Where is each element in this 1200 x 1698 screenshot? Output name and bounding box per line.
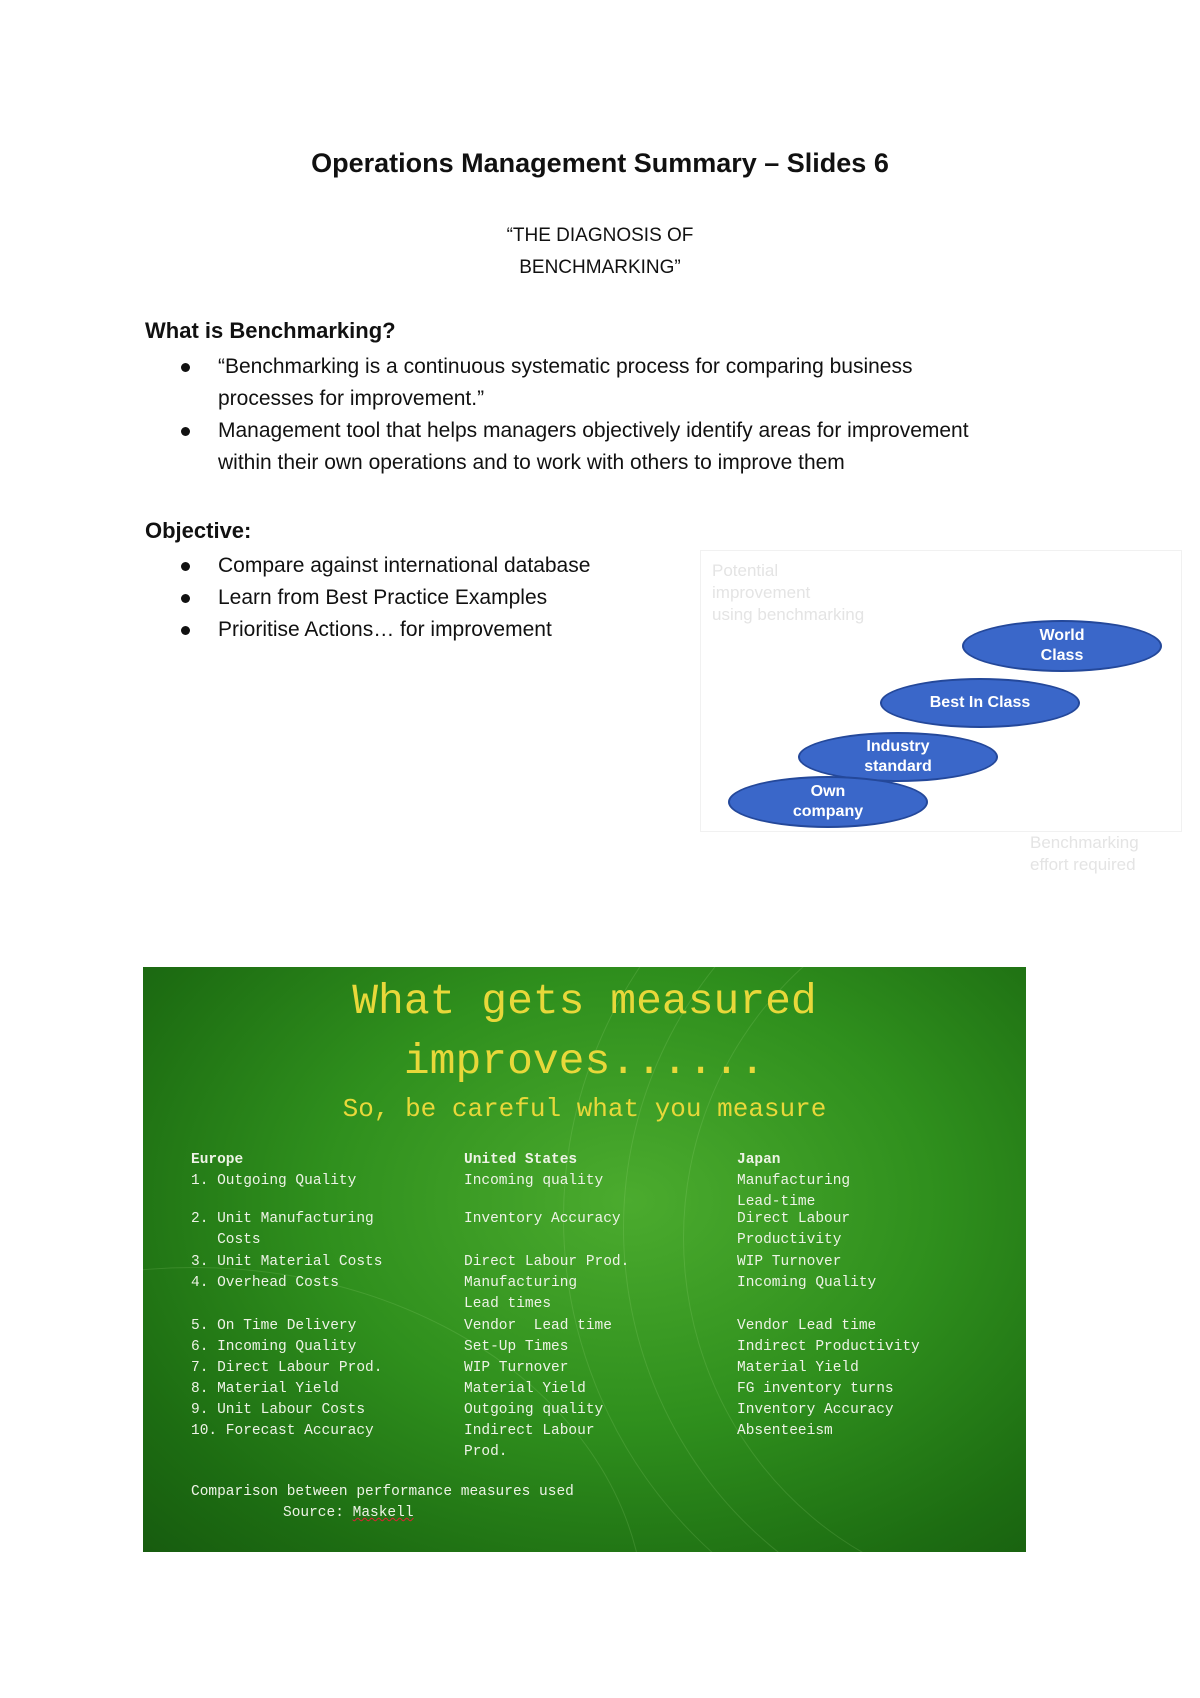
measure-row: Material Yield	[737, 1360, 859, 1376]
diagram-faint-label-bottom	[1030, 832, 1200, 876]
measure-row: Direct Labour Productivity	[737, 1211, 851, 1248]
document-title: Operations Management Summary – Slides 6	[311, 148, 889, 178]
measure-row: Vendor Lead time	[464, 1318, 612, 1334]
measure-row: Manufacturing Lead-time	[737, 1173, 851, 1210]
measure-row: Inventory Accuracy	[464, 1211, 621, 1227]
bullet-icon	[181, 363, 190, 372]
document-subtitle	[0, 220, 1200, 284]
level-label: standard	[864, 758, 932, 775]
bullet-text: Learn from Best Practice Examples	[218, 586, 548, 609]
japan-column	[737, 1150, 1007, 1439]
level-label: Best In Class	[929, 694, 1031, 711]
bullet-item	[145, 415, 1045, 479]
measure-row: 2. Unit Manufacturing Costs	[191, 1211, 374, 1248]
slide-title-line-2: improves......	[403, 1037, 766, 1086]
measure-row: 4. Overhead Costs	[191, 1275, 339, 1291]
column-header: Europe	[191, 1152, 244, 1168]
measure-row: WIP Turnover	[737, 1254, 842, 1270]
bullet-item	[145, 582, 705, 614]
measure-row: Indirect Productivity	[737, 1339, 920, 1355]
bullet-item	[145, 351, 1045, 415]
what-is-bullets	[145, 351, 1045, 479]
level-world-class	[962, 620, 1162, 672]
level-own-company	[728, 776, 928, 828]
measure-row: 3. Unit Material Costs	[191, 1254, 383, 1270]
slide-title-line-1: What gets measured	[352, 977, 817, 1026]
faint-line: improvement	[712, 583, 811, 602]
level-best-in-class	[880, 678, 1080, 728]
measure-row: Material Yield	[464, 1381, 586, 1397]
source-label: Source:	[283, 1505, 353, 1521]
measure-row: Manufacturing Lead times	[464, 1275, 578, 1312]
footer-source	[191, 1503, 574, 1524]
faint-line: Potential	[712, 561, 779, 580]
bullet-line: “Benchmarking is a continuous systematic process for comparing business	[218, 355, 913, 378]
measure-row: Outgoing quality	[464, 1402, 604, 1418]
what-is-heading: What is Benchmarking?	[145, 318, 396, 343]
faint-line: using benchmarking	[712, 605, 865, 624]
measure-row: Incoming Quality	[737, 1275, 877, 1291]
bullet-icon	[181, 594, 190, 603]
faint-line: effort required	[1030, 855, 1136, 874]
measurement-slide	[143, 967, 1026, 1552]
bullet-line: within their own operations and to work with others to improve them	[218, 451, 845, 474]
measure-row: 8. Material Yield	[191, 1381, 339, 1397]
level-label: World	[1039, 627, 1085, 644]
bullet-icon	[181, 562, 190, 571]
level-label: Industry	[866, 738, 930, 755]
footer-caption: Comparison between performance measures used	[191, 1484, 574, 1500]
objective-heading: Objective:	[145, 518, 252, 543]
objective-bullets	[145, 550, 705, 646]
bullet-line: processes for improvement.”	[218, 387, 485, 410]
measure-row: 9. Unit Labour Costs	[191, 1402, 366, 1418]
bullet-text: Compare against international database	[218, 554, 591, 577]
measure-row: Absenteeism	[737, 1423, 833, 1439]
level-label: Class	[1040, 647, 1084, 664]
bullet-icon	[181, 427, 190, 436]
level-label: Own	[810, 783, 846, 800]
slide-footer	[191, 1482, 574, 1524]
measure-row: Incoming quality	[464, 1173, 604, 1189]
bullet-item	[145, 550, 705, 582]
measure-row: FG inventory turns	[737, 1381, 894, 1397]
column-header: United States	[464, 1152, 578, 1168]
benchmarking-diagram	[700, 550, 1190, 895]
measure-row: 1. Outgoing Quality	[191, 1173, 357, 1189]
faint-line: Benchmarking	[1030, 833, 1139, 852]
measure-row: Vendor Lead time	[737, 1318, 877, 1334]
measure-row: 10. Forecast Accuracy	[191, 1423, 374, 1439]
slide-subtitle: So, be careful what you measure	[342, 1094, 827, 1124]
measure-row: 5. On Time Delivery	[191, 1318, 357, 1334]
measure-row: 7. Direct Labour Prod.	[191, 1360, 383, 1376]
united-states-column	[464, 1150, 734, 1460]
europe-column	[191, 1150, 461, 1439]
bullet-item	[145, 614, 705, 646]
level-label: company	[792, 803, 864, 820]
subtitle-line-2: BENCHMARKING”	[519, 257, 681, 278]
diagram-faint-label-top	[712, 560, 932, 626]
bullet-icon	[181, 626, 190, 635]
source-name: Maskell	[352, 1505, 414, 1521]
measure-row: 6. Incoming Quality	[191, 1339, 357, 1355]
bullet-line: Management tool that helps managers objectively identify areas for improvement	[218, 419, 969, 442]
column-header: Japan	[737, 1152, 781, 1168]
measure-row: WIP Turnover	[464, 1360, 569, 1376]
measure-row: Set-Up Times	[464, 1339, 569, 1355]
subtitle-line-1: “THE DIAGNOSIS OF	[506, 225, 694, 246]
level-industry-standard	[798, 732, 998, 782]
measure-row: Direct Labour Prod.	[464, 1254, 630, 1270]
measure-row: Inventory Accuracy	[737, 1402, 894, 1418]
measure-row: Indirect Labour Prod.	[464, 1423, 595, 1460]
bullet-text: Prioritise Actions… for improvement	[218, 618, 552, 641]
